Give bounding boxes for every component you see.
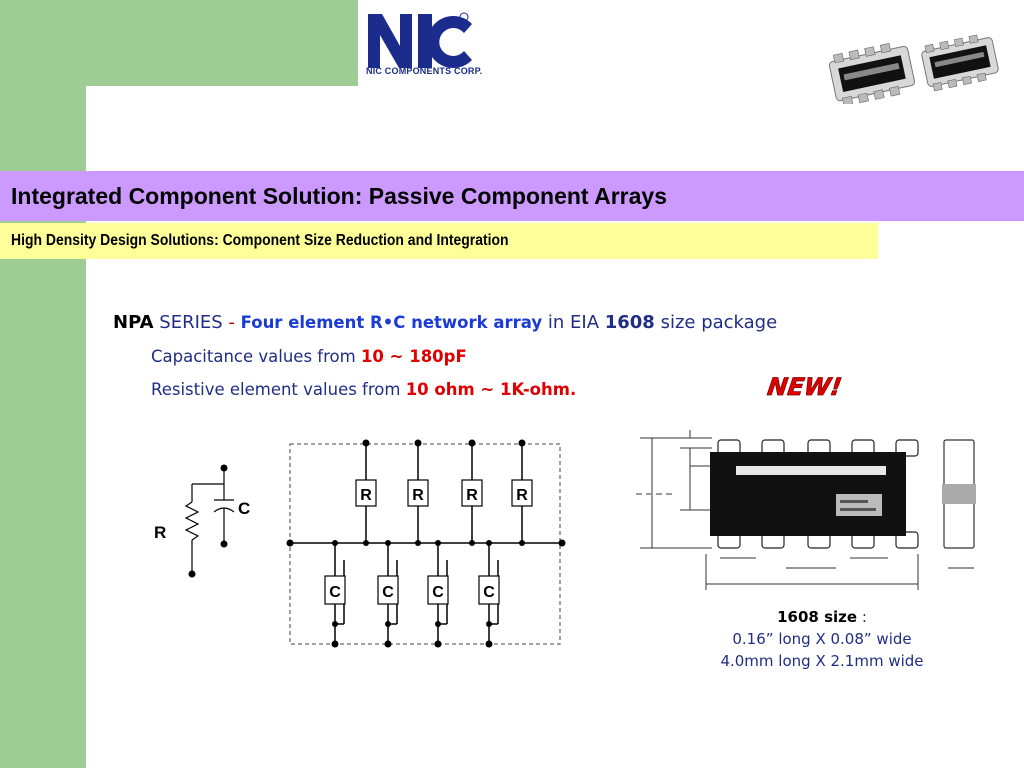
capacitor-label: C — [483, 584, 495, 601]
corner-curve — [86, 86, 166, 166]
size-caption-label: 1608 size — [777, 608, 858, 626]
resistance-prefix: Resistive element values from — [151, 380, 406, 399]
company-name: NIC COMPONENTS CORP. — [366, 66, 483, 76]
resistance-range: 10 ohm ~ 1K-ohm — [405, 380, 570, 399]
top-decor-band — [86, 0, 358, 86]
network-schematic — [282, 436, 572, 648]
legend-resistor-label: R — [154, 523, 167, 542]
new-badge-text: NEW! — [765, 373, 844, 401]
capacitance-line — [151, 347, 467, 366]
size-caption — [680, 606, 964, 672]
package-dimension-drawing — [636, 424, 988, 612]
size-caption-metric: 4.0mm long X 2.1mm wide — [720, 652, 924, 670]
node-dot — [221, 541, 228, 548]
capacitor-label: C — [382, 584, 394, 601]
resistor-label: R — [412, 487, 424, 504]
resistor-label: R — [360, 487, 372, 504]
resistor-label: R — [466, 487, 478, 504]
size-caption-colon: : — [857, 608, 867, 626]
series-size-package: size package — [654, 312, 778, 333]
chip-array-photo — [824, 32, 1000, 104]
resistance-line — [151, 380, 576, 399]
legend-capacitor-label: C — [238, 499, 251, 518]
page-subtitle: High Density Design Solutions: Component Size Reduction and Integration — [11, 232, 509, 249]
series-name: NPA — [113, 312, 154, 333]
capacitance-prefix: Capacitance values from — [151, 347, 361, 366]
node-dot — [221, 465, 228, 472]
page-title: Integrated Component Solution: Passive Component Arrays — [11, 183, 668, 209]
capacitor-label: C — [432, 584, 444, 601]
new-badge — [762, 370, 846, 404]
capacitance-range: 10 ~ 180pF — [360, 347, 467, 366]
series-description: Four element R•C network array — [240, 313, 543, 332]
element-legend-diagram — [150, 458, 262, 580]
series-heading — [113, 312, 777, 333]
node-dot — [189, 571, 196, 578]
size-caption-imperial: 0.16” long X 0.08” wide — [732, 630, 912, 648]
left-decor-bar — [0, 0, 86, 768]
series-dash: - — [228, 312, 241, 333]
capacitor-label: C — [329, 584, 341, 601]
series-in-eia: in EIA — [542, 312, 605, 333]
series-word: SERIES — [153, 312, 229, 333]
resistor-label: R — [516, 487, 528, 504]
resistance-suffix: . — [569, 380, 577, 399]
series-size-code: 1608 — [604, 312, 655, 333]
